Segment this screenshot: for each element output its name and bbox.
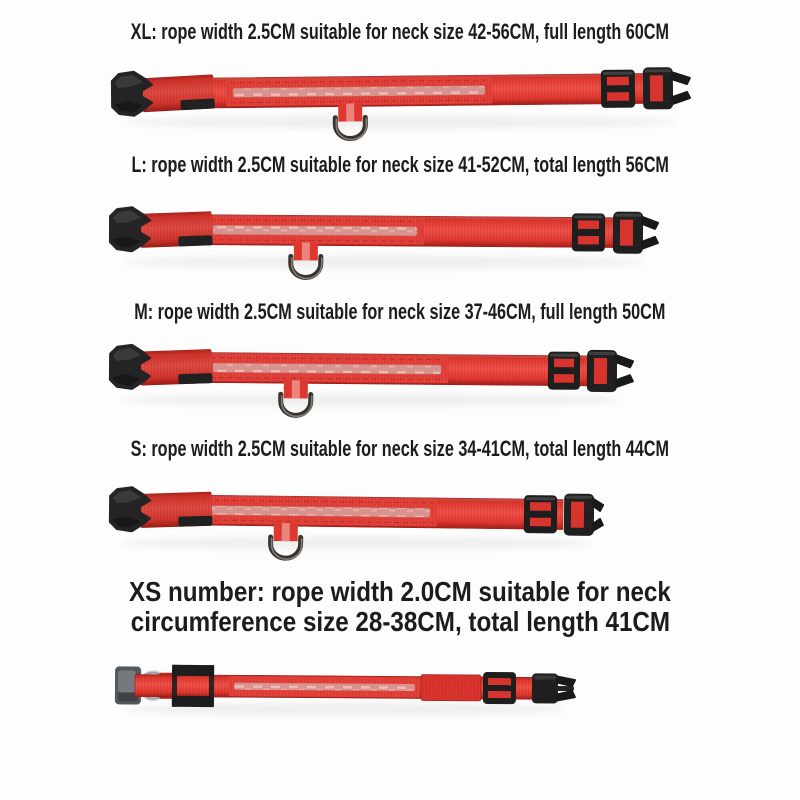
size-caption-xs <box>0 577 800 637</box>
size-caption-xs-line1: XS number: rope width 2.0CM suitable for neck <box>129 576 671 607</box>
size-caption-s-text: S: rope width 2.5CM suitable for neck size 34-41CM, total length 44CM <box>130 436 670 461</box>
size-caption-xs-line2: circumference size 28-38CM, total length 41CM <box>130 606 670 637</box>
size-caption-xl-text: XL: rope width 2.5CM suitable for neck size 42-56CM, full length 60CM <box>130 19 670 44</box>
collar-photo-m <box>110 345 634 420</box>
size-caption-m <box>0 297 800 327</box>
collar-photo-l <box>110 207 658 281</box>
size-caption-l <box>0 150 800 180</box>
size-caption-l-text: L: rope width 2.5CM suitable for neck size 41-52CM, total length 56CM <box>131 152 669 177</box>
size-caption-s <box>0 434 800 464</box>
collar-photo-s <box>109 487 603 563</box>
size-caption-xl <box>0 17 800 47</box>
collar-photo-xl <box>112 66 691 142</box>
size-caption-m-text: M: rope width 2.5CM suitable for neck size 37-46CM, full length 50CM <box>134 299 666 324</box>
